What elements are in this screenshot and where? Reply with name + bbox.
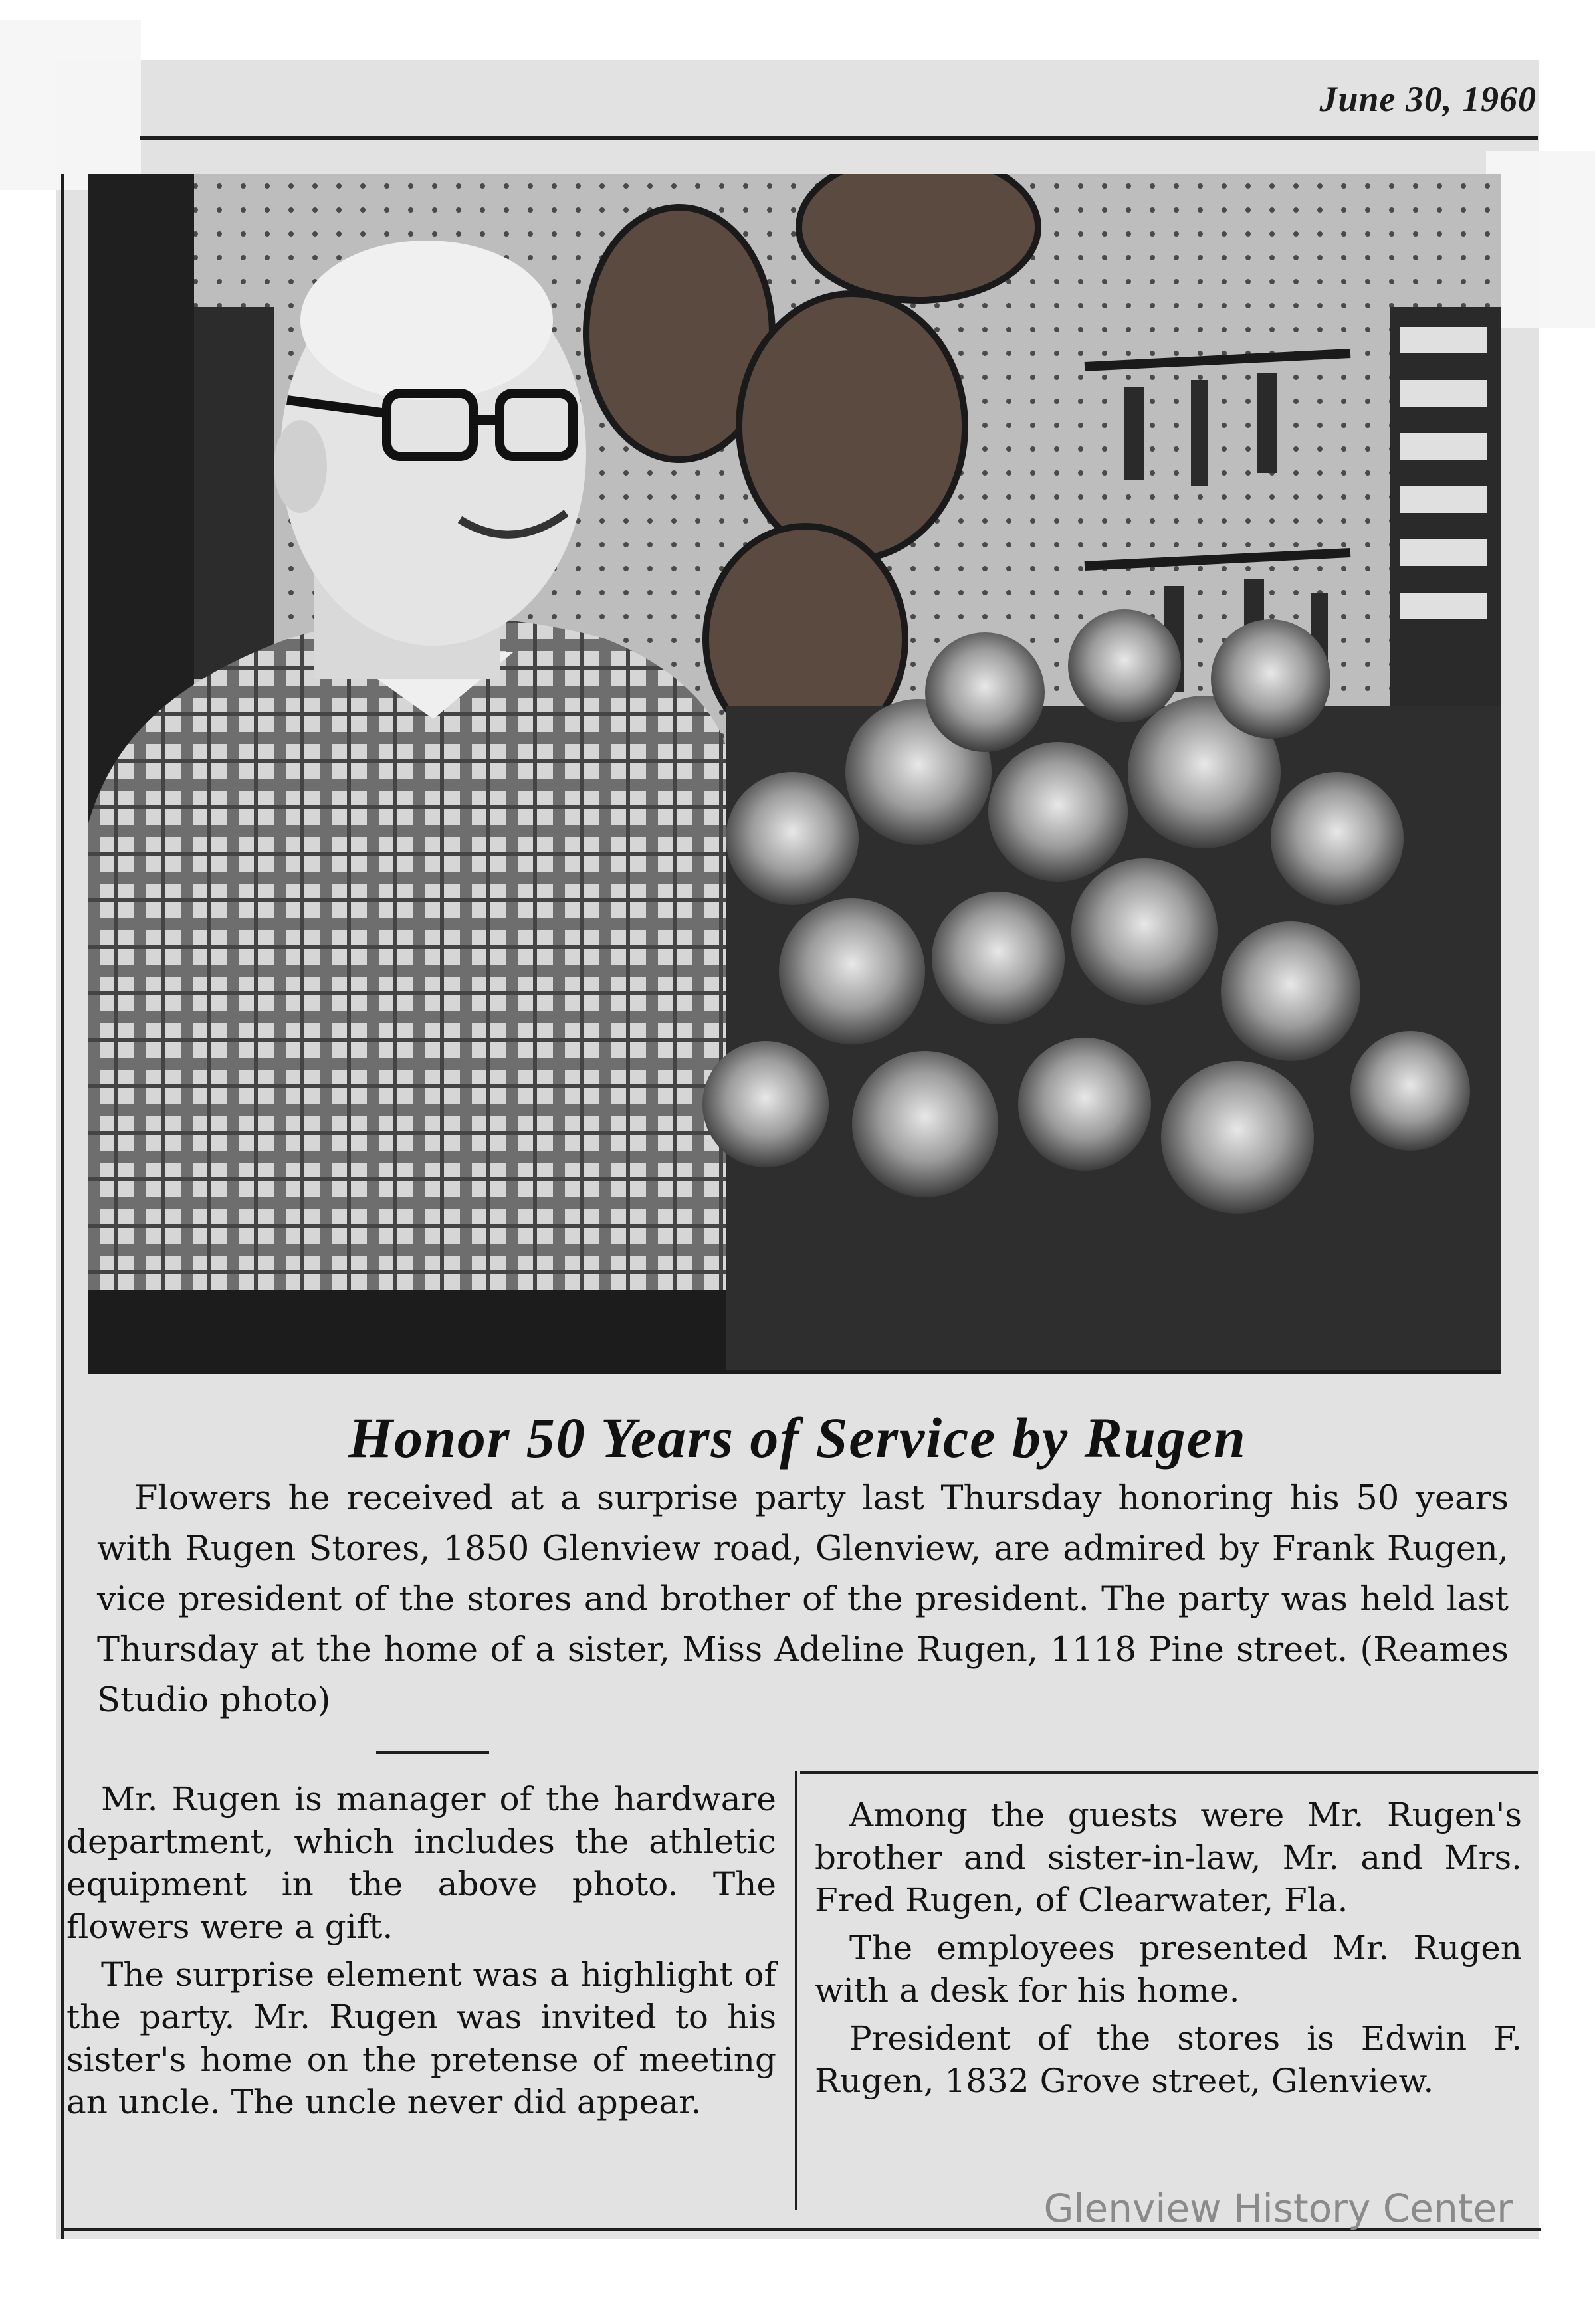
tape-piece	[1486, 151, 1595, 328]
column-separator-short	[376, 1751, 489, 1754]
column-divider	[795, 1771, 798, 2210]
top-rule	[140, 136, 1538, 140]
watermark: Glenview History Center	[1043, 2186, 1513, 2231]
left-column	[66, 1778, 776, 2129]
paragraph: Among the guests were Mr. Rugen's brother and sister-in-law, Mr. and Mrs. Fred Rugen, of Clearwater, Fla.	[815, 1796, 1522, 1919]
tape-piece	[0, 20, 141, 190]
paragraph: The surprise element was a highlight of the party. Mr. Rugen was invited to his sister's home on the pretense of meeting an uncle. The uncle never did appear.	[66, 1955, 776, 2121]
photo-image	[88, 174, 1501, 1374]
caption-text: Flowers he received at a surprise party last Thursday honoring his 50 years with Rugen Stores, 1850 Glenview road, Glenview, are admired by Frank Rugen, vice president of the stores and brother of the president. The party was held last Thursday at the home of a sister, Miss Adeline Rugen, 1118 Pine street. (Reames Studio photo)	[97, 1479, 1509, 1720]
paragraph: President of the stores is Edwin F. Rugen, 1832 Grove street, Glenview.	[815, 2019, 1522, 2100]
photo-caption	[97, 1474, 1509, 1726]
publication-date: June 30, 1960	[1319, 79, 1537, 119]
left-border	[61, 174, 64, 2239]
paragraph: The employees presented Mr. Rugen with a desk for his home.	[815, 1929, 1522, 2010]
headline: Honor 50 Years of Service by Rugen	[348, 1406, 1247, 1470]
right-column	[815, 1794, 1522, 2107]
photo	[88, 174, 1501, 1374]
right-column-top-rule	[800, 1771, 1538, 1774]
paragraph: Mr. Rugen is manager of the hardware department, which includes the athletic equipment in the above photo. The flowers were a gift.	[66, 1780, 776, 1946]
